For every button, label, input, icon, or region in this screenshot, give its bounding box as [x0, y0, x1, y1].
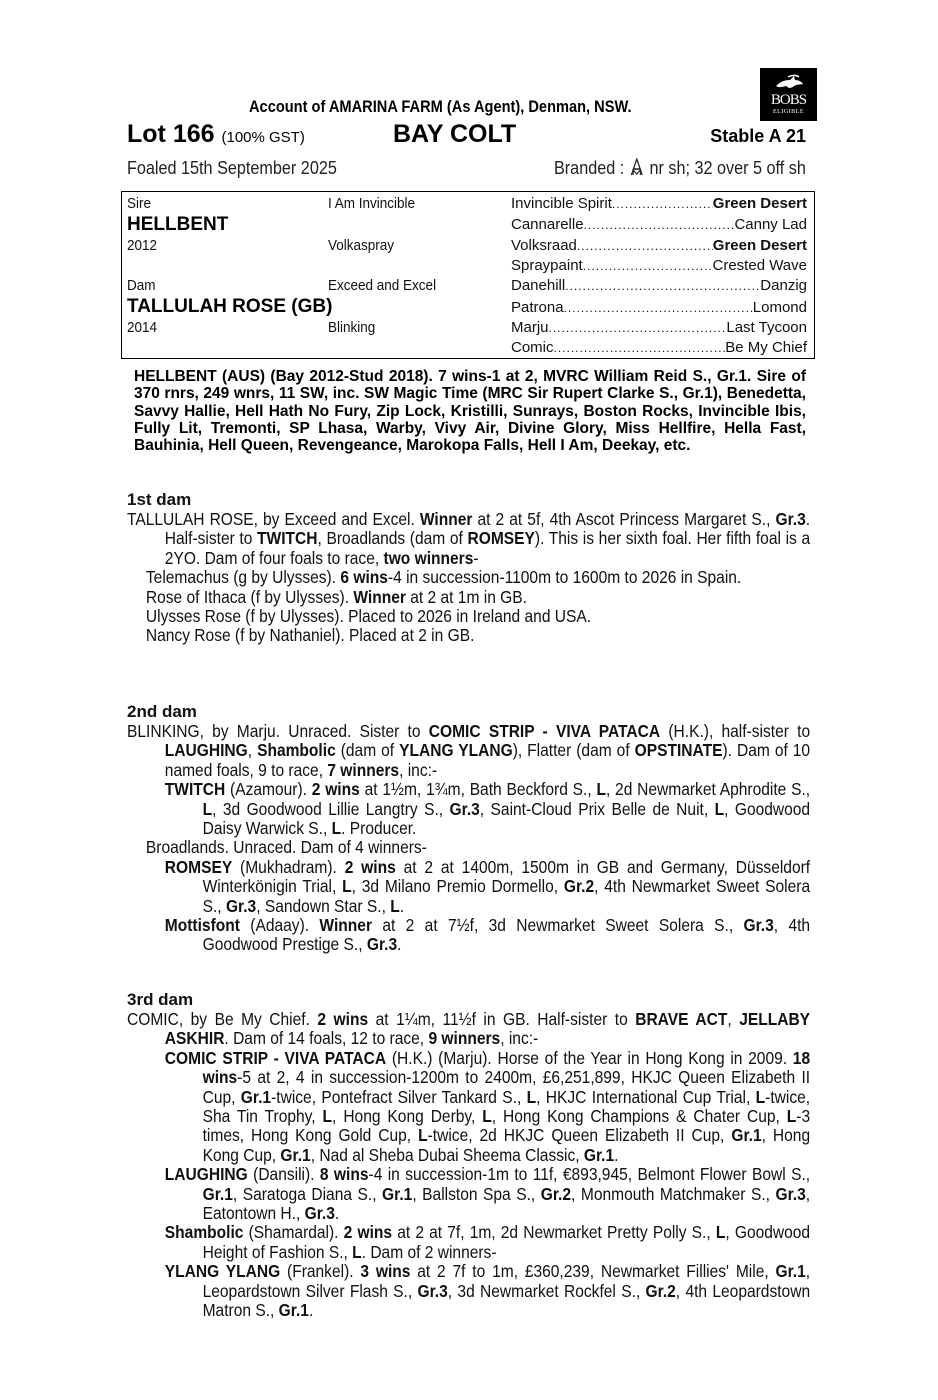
emphasis-text: 3 wins: [360, 1261, 411, 1282]
entry-text: . Dam of 14 foals, 12 to race,: [224, 1028, 429, 1049]
sire-sire: I Am Invincible: [328, 195, 416, 212]
pedigree-entry: [127, 916, 810, 955]
entry-text: , 4th Newmarket Sweet Solera S.,: [202, 876, 811, 916]
pedigree-entry: [127, 626, 810, 645]
entry-text: . Half-sister to: [164, 509, 811, 549]
emphasis-text: TWITCH: [257, 528, 318, 549]
entry-text: .: [308, 1300, 314, 1321]
dam-sire: Exceed and Excel: [328, 277, 437, 294]
third-gen-row: [511, 319, 807, 336]
emphasis-text: LAUGHING: [164, 740, 248, 761]
entry-text: , Hong Kong Derby,: [332, 1106, 483, 1127]
entry-text: at 2 at 7f, 1m, 2d Newmarket Pretty Polly S.,: [392, 1222, 716, 1243]
first-dam-section: [127, 490, 810, 646]
ancestor-right: Green Desert: [712, 195, 807, 212]
emphasis-text: ROMSEY: [164, 856, 233, 877]
entry-text: BLINKING, by Marju. Unraced. Sister to: [127, 721, 429, 741]
emphasis-text: Gr.3: [775, 1183, 806, 1204]
third-dam-section: [127, 990, 810, 1321]
first-dam-heading: 1st dam: [127, 490, 192, 509]
emphasis-text: Gr.3: [775, 509, 806, 529]
emphasis-text: Shambolic: [257, 740, 336, 761]
emphasis-text: Gr.1: [583, 1144, 615, 1165]
third-gen-row: [511, 277, 807, 294]
emphasis-text: L: [202, 798, 213, 819]
brand-info: [554, 158, 806, 179]
third-dam-heading: 3rd dam: [127, 990, 194, 1009]
entry-text: at 2 at 1400m, 1500m in GB and Germany, Düsseldorf Winterkönigin Trial,: [202, 856, 811, 897]
entry-text: .: [334, 1203, 340, 1224]
entry-text: , 3d Goodwood Lillie Langtry S.,: [212, 798, 450, 819]
emphasis-text: L: [526, 1086, 537, 1107]
entry-text: , Hong Kong Champions & Chater Cup,: [491, 1106, 787, 1127]
emphasis-text: COMIC STRIP - VIVA PATACA: [428, 721, 661, 741]
emphasis-text: 8 wins: [319, 1164, 369, 1185]
emphasis-text: OPSTINATE: [634, 740, 723, 761]
dam-dam: Blinking: [328, 319, 376, 336]
second-dam-heading: 2nd dam: [127, 702, 197, 721]
leader-dots: [565, 279, 760, 293]
entry-text: -twice, Sha Tin Trophy,: [202, 1086, 811, 1127]
lot-header: [127, 120, 810, 152]
emphasis-text: Gr.3: [366, 934, 398, 955]
third-gen-row: [511, 237, 807, 254]
third-gen-row: [511, 339, 807, 356]
emphasis-text: Gr.3: [743, 915, 774, 936]
emphasis-text: Gr.1: [240, 1086, 272, 1107]
dam-year: 2014: [127, 319, 158, 336]
ancestor-right: Crested Wave: [712, 257, 807, 274]
emphasis-text: L: [786, 1106, 797, 1127]
entry-text: .: [397, 934, 402, 955]
emphasis-text: YLANG YLANG: [164, 1261, 281, 1282]
entry-text: ). Dam of 10 named foals, 9 to race,: [164, 740, 811, 780]
entry-text: . Producer.: [341, 818, 417, 839]
emphasis-text: JELLABY ASKHIR: [164, 1009, 811, 1049]
emphasis-text: L: [596, 779, 606, 800]
entry-text: , inc:-: [399, 759, 438, 780]
dam-label: Dam: [127, 277, 156, 294]
emphasis-text: L: [342, 876, 352, 897]
emphasis-text: L: [482, 1106, 492, 1127]
ancestor-left: Invincible Spirit: [511, 195, 612, 212]
emphasis-text: L: [714, 798, 725, 819]
entry-text: (dam of: [335, 740, 400, 761]
ancestor-left: Patrona: [511, 299, 564, 316]
entry-text: (H.K.) (Marju). Horse of the Year in Hong Kong in 2009.: [386, 1047, 793, 1068]
emphasis-text: TWITCH: [164, 779, 226, 800]
entry-text: , 4th Leopardstown Matron S.,: [202, 1280, 811, 1321]
entry-text: TALLULAH ROSE, by Exceed and Excel.: [127, 509, 420, 529]
entry-text: Rose of Ithaca (f by Ulysses).: [145, 586, 354, 607]
emphasis-text: Gr.1: [382, 1183, 413, 1204]
pedigree-entry: [127, 1223, 810, 1262]
emphasis-text: 2 wins: [343, 1222, 393, 1243]
entry-text: -5 at 2, 4 in succession-1200m to 2400m, £6,251,899, HKJC Queen Elizabeth II Cup,: [202, 1067, 811, 1107]
entry-text: COMIC, by Be My Chief.: [127, 1009, 318, 1029]
emphasis-text: two winners: [383, 547, 474, 568]
entry-text: , Hong Kong Cup,: [202, 1125, 811, 1165]
entry-text: ). This is her sixth foal. Her fifth foal is a 2YO. Dam of four foals to race,: [164, 528, 811, 568]
entry-text: , Leopardstown Silver Flash S.,: [202, 1261, 811, 1301]
entry-text: (H.K.), half-sister to: [660, 721, 811, 741]
pedigree-entry: [127, 858, 810, 916]
entry-text: , Eatontown H.,: [202, 1183, 811, 1224]
entry-text: , Broadlands (dam of: [317, 528, 468, 549]
emphasis-text: L: [418, 1125, 428, 1146]
second-dam-body: [127, 722, 810, 955]
second-dam-section: [127, 702, 810, 955]
pedigree-table: [121, 191, 815, 359]
entry-text: -3 times, Hong Kong Gold Cup,: [202, 1106, 811, 1146]
emphasis-text: Gr.3: [225, 895, 257, 916]
ancestor-right: Lomond: [752, 299, 807, 316]
entry-text: (Azamour).: [225, 779, 312, 800]
third-gen-row: [511, 216, 807, 233]
leader-dots: [583, 259, 713, 273]
emphasis-text: 2 wins: [344, 856, 396, 877]
emphasis-text: Gr.1: [775, 1261, 806, 1282]
pedigree-entry: [127, 1049, 810, 1165]
entry-text: -twice, Pontefract Silver Tankard S.,: [271, 1086, 527, 1107]
emphasis-text: Gr.1: [731, 1125, 762, 1146]
emphasis-text: Gr.1: [278, 1300, 309, 1321]
logo-bobs-text: BOBS: [770, 92, 807, 108]
horse-head-icon: [774, 74, 804, 92]
leader-dots: [554, 341, 726, 355]
entry-text: , Nad al Sheba Dubai Sheema Classic,: [310, 1144, 584, 1165]
lot-label: Lot 166: [127, 120, 215, 148]
pedigree-entry: [127, 1262, 810, 1320]
brand-description: nr sh; 32 over 5 off sh: [649, 158, 806, 178]
ancestor-left: Danehill: [511, 277, 566, 294]
pedigree-entry: [127, 510, 810, 568]
third-gen-row: [511, 195, 807, 212]
entry-text: ,: [247, 740, 258, 761]
emphasis-text: YLANG YLANG: [399, 740, 513, 761]
ancestor-right: Danzig: [760, 277, 807, 294]
entry-text: (Shamardal).: [243, 1222, 344, 1243]
entry-text: , inc:-: [500, 1028, 539, 1049]
entry-text: , HKJC International Cup Trial,: [536, 1086, 756, 1107]
entry-text: at 2 at 1m in GB.: [405, 586, 527, 607]
entry-text: (Mukhadram).: [232, 856, 345, 877]
ancestor-right: Be My Chief: [725, 339, 807, 356]
stable-location: Stable A 21: [710, 126, 806, 146]
entry-text: at 2 at 5f, 4th Ascot Princess Margaret S.,: [472, 509, 776, 529]
emphasis-text: Gr.2: [540, 1183, 572, 1204]
emphasis-text: L: [715, 1222, 726, 1243]
entry-text: , Sandown Star S.,: [256, 895, 391, 916]
entry-text: .: [614, 1144, 619, 1165]
leader-dots: [564, 301, 753, 315]
emphasis-text: Winner: [419, 509, 473, 529]
entry-text: , Ballston Spa S.,: [412, 1183, 541, 1204]
pedigree-entry: [127, 722, 810, 780]
pedigree-entry: [127, 1165, 810, 1223]
emphasis-text: Gr.3: [417, 1280, 448, 1301]
emphasis-text: COMIC STRIP - VIVA PATACA: [164, 1047, 387, 1068]
emphasis-text: Gr.2: [563, 876, 595, 897]
emphasis-text: Gr.3: [449, 798, 480, 819]
entry-text: Nancy Rose (f by Nathaniel). Placed at 2 in GB.: [145, 625, 475, 646]
emphasis-text: Mottisfont: [164, 915, 240, 936]
entry-text: at 2 7f to 1m, £360,239, Newmarket Fillies' Mile,: [410, 1261, 776, 1282]
entry-text: , 3d Milano Premio Dormello,: [351, 876, 564, 897]
ancestor-left: Comic: [511, 339, 554, 356]
brand-mark-icon: [629, 158, 645, 176]
emphasis-text: L: [331, 818, 342, 839]
entry-text: at 1¼m, 11½f in GB. Half-sister to: [368, 1009, 636, 1029]
foaled-date: Foaled 15th September 2025: [127, 158, 337, 178]
sire-name: HELLBENT: [127, 214, 229, 235]
third-dam-body: [127, 1010, 810, 1321]
entry-text: (Adaay).: [239, 915, 320, 936]
entry-text: (Frankel).: [280, 1261, 361, 1282]
emphasis-text: 2 wins: [311, 779, 360, 800]
ancestor-left: Cannarelle: [511, 216, 584, 233]
entry-text: Broadlands. Unraced. Dam of 4 winners-: [145, 837, 427, 858]
emphasis-text: Gr.3: [304, 1203, 335, 1224]
entry-text: Ulysses Rose (f by Ulysses). Placed to 2026 in Ireland and USA.: [145, 606, 592, 627]
branded-label: Branded :: [554, 158, 625, 178]
emphasis-text: Winner: [353, 586, 406, 607]
emphasis-text: 9 winners: [428, 1028, 501, 1049]
vendor-account: Account of AMARINA FARM (As Agent), Denman, NSW.: [249, 97, 632, 116]
sire-dam: Volkaspray: [328, 237, 395, 254]
sire-label: Sire: [127, 195, 152, 212]
entry-text: ,: [727, 1009, 740, 1029]
entry-text: -: [473, 547, 479, 568]
third-gen-row: [511, 257, 807, 274]
leader-dots: [549, 321, 727, 335]
pedigree-entry: [127, 1010, 810, 1049]
entry-text: , Goodwood Daisy Warwick S.,: [202, 798, 811, 839]
entry-text: -4 in succession-1100m to 1600m to 2026 in Spain.: [387, 567, 742, 588]
emphasis-text: L: [322, 1106, 333, 1127]
emphasis-text: Gr.2: [645, 1280, 676, 1301]
ancestor-left: Volksraad: [511, 237, 577, 254]
horse-description: BAY COLT: [393, 120, 517, 148]
emphasis-text: Gr.1: [280, 1144, 311, 1165]
sire-year: 2012: [127, 237, 158, 254]
entry-text: , 3d Newmarket Rockfel S.,: [447, 1280, 646, 1301]
emphasis-text: Winner: [319, 915, 373, 936]
emphasis-text: 6 wins: [340, 567, 388, 588]
emphasis-text: L: [755, 1086, 766, 1107]
pedigree-entry: [127, 838, 810, 857]
emphasis-text: LAUGHING: [164, 1164, 248, 1185]
emphasis-text: Gr.1: [202, 1183, 233, 1204]
lot-number: [127, 120, 305, 149]
entry-text: -twice, 2d HKJC Queen Elizabeth II Cup,: [427, 1125, 732, 1146]
entry-text: , Goodwood Height of Fashion S.,: [202, 1222, 811, 1262]
third-gen-row: [511, 299, 807, 316]
dam-name: TALLULAH ROSE (GB): [127, 296, 333, 317]
emphasis-text: ROMSEY: [467, 528, 535, 549]
ancestor-left: Marju: [511, 319, 549, 336]
entry-text: , Monmouth Matchmaker S.,: [571, 1183, 776, 1204]
emphasis-text: Shambolic: [164, 1222, 244, 1243]
pedigree-entry: [127, 568, 810, 587]
pedigree-entry: [127, 780, 810, 838]
sire-summary: HELLBENT (AUS) (Bay 2012-Stud 2018). 7 wins-1 at 2, MVRC William Reid S., Gr.1. Sire of 370 rnrs, 249 wnrs, 11 SW, inc. SW Magic Time (MRC Sir Rupert Clarke S., Gr.1), Benedetta, Savvy Hallie, Hell Hath No Fury, Zip Lock, Kristilli, Sunrays, Boston Rocks, Invincible Ibis, Fully Lit, Tremonti, SP Lhasa, Warby, Vivy Air, Divine Glory, Miss Hellfire, Hella Fast, Bauhinia, Hell Queen, Revengeance, Marokopa Falls, Hell I Am, Deekay, etc.: [134, 368, 806, 455]
entry-text: -4 in succession-1m to 11f, €893,945, Belmont Flower Bowl S.,: [368, 1164, 811, 1185]
gst-note: (100% GST): [221, 129, 305, 146]
entry-text: .: [399, 895, 405, 916]
emphasis-text: 7 winners: [327, 759, 400, 780]
entry-text: ), Flatter (dam of: [512, 740, 635, 761]
entry-text: , Saint-Cloud Prix Belle de Nuit,: [479, 798, 715, 819]
ancestor-right: Last Tycoon: [726, 319, 807, 336]
emphasis-text: 2 wins: [317, 1009, 369, 1029]
entry-text: Telemachus (g by Ulysses).: [145, 567, 341, 588]
ancestor-left: Spraypaint: [511, 257, 583, 274]
leader-dots: [584, 218, 735, 232]
first-dam-body: [127, 510, 810, 646]
bobs-eligible-logo: [760, 68, 817, 121]
entry-text: , Saratoga Diana S.,: [232, 1183, 383, 1204]
emphasis-text: 18 wins: [202, 1047, 811, 1088]
entry-text: at 1½m, 1¾m, Bath Beckford S.,: [359, 779, 597, 800]
entry-text: at 2 at 7½f, 3d Newmarket Sweet Solera S.,: [372, 915, 744, 936]
emphasis-text: BRAVE ACT: [635, 1009, 728, 1029]
pedigree-entry: [127, 607, 810, 626]
ancestor-right: Green Desert: [712, 237, 807, 254]
entry-text: , 2d Newmarket Aphrodite S.,: [605, 779, 811, 800]
entry-text: (Dansili).: [247, 1164, 320, 1185]
logo-eligible-text: ELIGIBLE: [773, 109, 804, 115]
emphasis-text: L: [390, 895, 400, 916]
entry-text: . Dam of 2 winners-: [361, 1241, 497, 1262]
entry-text: , 4th Goodwood Prestige S.,: [202, 915, 811, 955]
leader-dots: [612, 197, 713, 211]
pedigree-entry: [127, 588, 810, 607]
ancestor-right: Canny Lad: [734, 216, 807, 233]
leader-dots: [577, 239, 713, 253]
emphasis-text: L: [352, 1241, 362, 1262]
